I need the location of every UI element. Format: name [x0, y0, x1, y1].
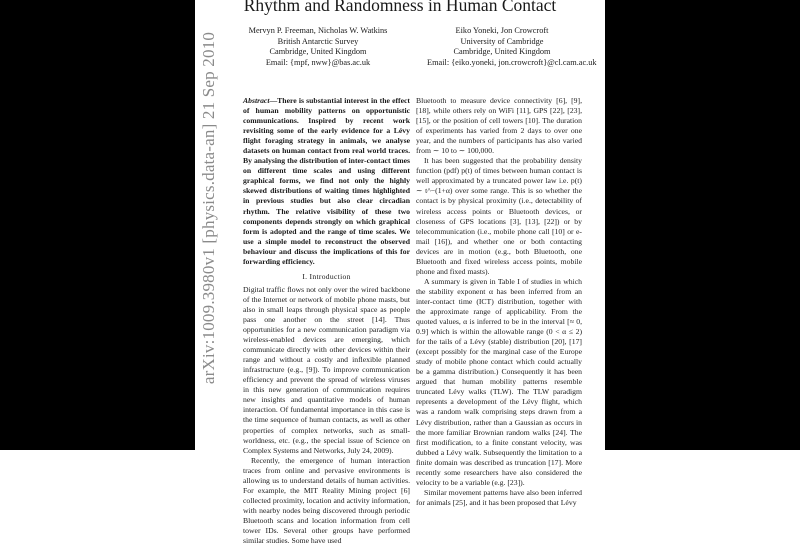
- paper-page: [195, 0, 605, 546]
- arxiv-sidebar: [195, 31, 223, 385]
- arxiv-stamp: arXiv:1009.3980v1 [physics.data-an] 21 Sep 2010: [199, 31, 218, 385]
- paper-title: Rhythm and Randomness in Human Contact: [243, 0, 557, 15]
- author-names: Mervyn P. Freeman, Nicholas W. Watkins: [248, 26, 388, 35]
- paragraph: Similar movement patterns have also been inferred for animals [25], and it has been proposed that Lévy: [416, 487, 582, 507]
- abstract: [243, 96, 410, 267]
- abstract-text: —There is substantial interest in the effect of human mobility patterns on opportunistic communications. Inspired by recent work revisiting some of the early evidence for a Lévy flight foraging strategy in animals, we analyse datasets on human contact from real world traces. By analysing the distribution of inter-contact times on different time scales and using different graphical forms, we find not only the highly skewed distributions of waiting times highlighted in previous studies but also clear circadian rhythm. The relative visibility of these two components depends strongly on which graphical form is adopted and the range of time scales. We use a simple model to reconstruct the observed behaviour and discuss the implications of this for forwarding efficiency.: [243, 96, 410, 266]
- paragraph: Recently, the emergence of human interaction traces from online and pervasive environments is allowing us to understand details of human activities. For example, the MIT Reality Mining project [6] collected proximity, location and activity information, with nearby nodes being discovered through periodic Bluetooth scans and location information from cell tower IDs. Several other groups have performed similar studies. Some have used: [243, 455, 410, 546]
- author-email: Email: {eiko.yoneki, jon.crowcroft}@cl.cam.ac.uk: [427, 57, 597, 67]
- right-letterbox: [605, 0, 800, 450]
- paragraph: Digital traffic flows not only over the wired backbone of the Internet or network of mobile phone masts, but also in small leaps through physical space as people pass one another on the street [14]. Thus opportunities for a new communication paradigm via wireless-enabled devices are emerging, which communicate directly with other devices within their range and without a costly and inflexible planned infrastructure (e.g., [9]). To improve communication efficiency and prevent the spread of wireless viruses in this new generation of communication requires new insights and quantitative models of human interaction. Of fundamental importance in this case is the time sequence of human contacts, as well as other properties of complex networks, such as small-worldness, etc. (e.g., the special issue of Science on Complex Systems and Networks, July 24, 2009).: [243, 284, 410, 455]
- left-letterbox: [0, 0, 195, 450]
- author-affiliation: British Antarctic Survey: [277, 36, 359, 46]
- abstract-label: Abstract: [243, 96, 270, 105]
- right-column: [416, 96, 582, 508]
- author-affiliation: University of Cambridge: [460, 36, 544, 46]
- section-heading: I. Introduction: [302, 271, 351, 281]
- left-column: [243, 96, 410, 546]
- author-address: Cambridge, United Kingdom: [453, 47, 551, 57]
- author-email: Email: {mpf, nww}@bas.ac.uk: [265, 57, 371, 67]
- author-address: Cambridge, United Kingdom: [269, 47, 367, 57]
- author-block-bas: [243, 26, 393, 68]
- paragraph: Bluetooth to measure device connectivity [6], [9], [18], while others rely on WiFi [11], GPS [22], [23], [15], or the position of cell towers [10]. The duration of experiments has varied from 2 days to over one year, and the numbers of participants has also varied from ∼ 10 to ∼ 100,000.: [416, 96, 582, 156]
- author-block-cambridge: [427, 26, 597, 68]
- paragraph: It has been suggested that the probability density function (pdf) p(t) of times between human contact is well approximated by a truncated power law i.e. p(t) ∼ t^−(1+α) over some range. This is so whether the contact is by physical proximity (i.e., detectability of wireless access points or Bluetooth devices, or closeness of GPS locations [3], [13], [22]) or by telecommunication (i.e., mobile phone call [10] or e-mail [16]), and whether one or both contacting devices are in motion (e.g., both Bluetooth, one Bluetooth and fixed wireless access points, mobile phone and fixed masts).: [416, 156, 582, 276]
- paragraph: A summary is given in Table I of studies in which the stability exponent α has been inferred from an inter-contact time (ICT) distribution, together with the approximate range of applicability. From the quoted values, α is inferred to be in the interval [≈ 0, 0.9] which is within the allowable range (0 < α ≤ 2) for the tails of a Lévy (stable) distribution [20], [17] (except possibly for the marginal case of the Europe study of mobile phone contact which could actually be a gamma distribution.) Consequently it has been argued that human mobility patterns resemble truncated Lévy walks (TLW). The TLW paradigm represents a development of the Lévy flight, which was a random walk comprising steps drawn from a Lévy distribution, rather than a Gaussian as occurs in the more familiar Brownian random walks [24]. The first modification, to a finite constant velocity, was dubbed a Lévy walk. Subsequently the limitation to a finite domain was described as truncation [17]. More recently some researchers have also considered the velocity to be a variable (e.g. [23]).: [416, 276, 582, 487]
- author-names: Eiko Yoneki, Jon Crowcroft: [455, 26, 549, 35]
